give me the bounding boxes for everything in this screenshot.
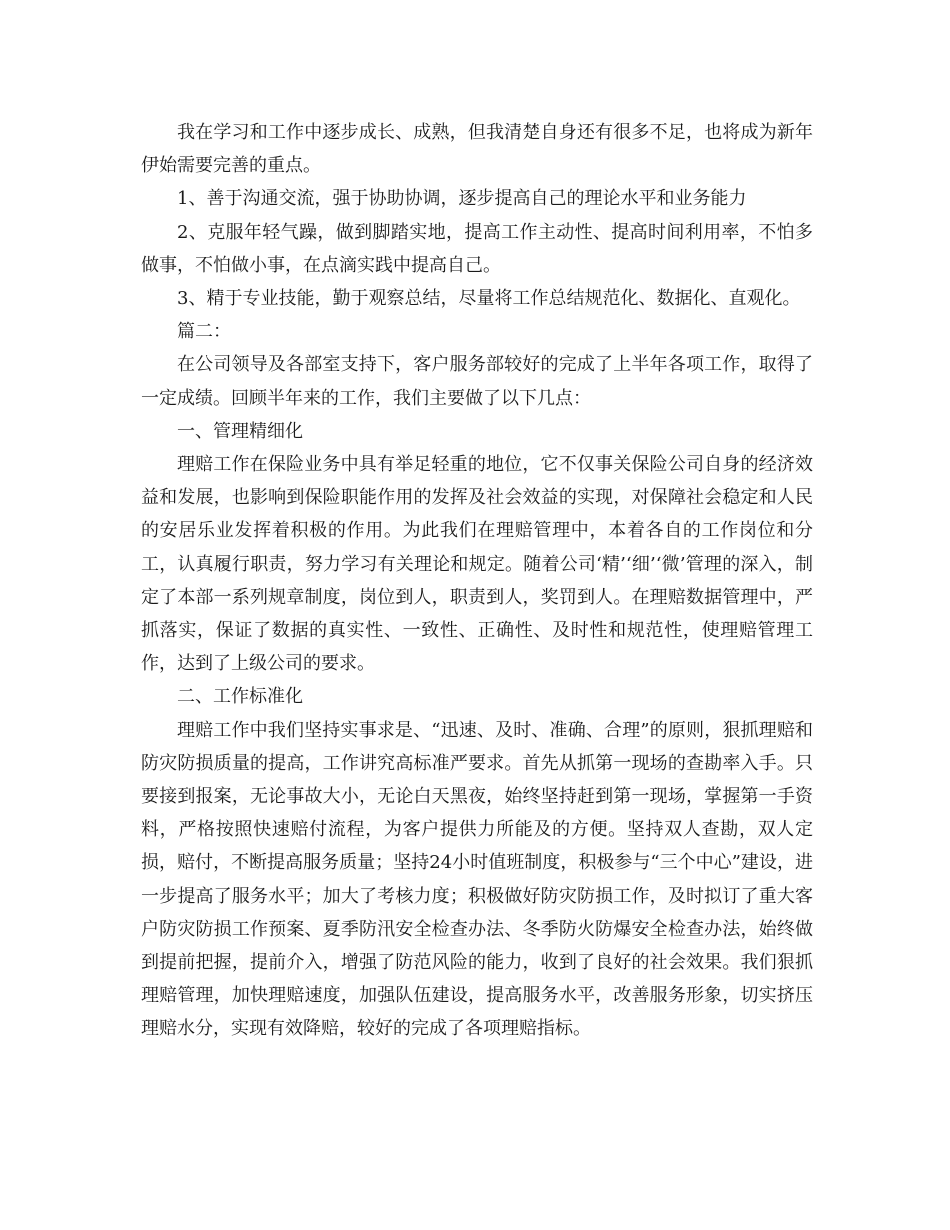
list-item-2: 2、克服年轻气躁，做到脚踏实地，提高工作主动性、提高时间利用率，不怕多做事，不怕做小事，在点滴实践中提高自己。	[141, 221, 813, 276]
paragraph-intro: 我在学习和工作中逐步成长、成熟，但我清楚自身还有很多不足，也将成为新年伊始需要完善的重点。	[141, 122, 813, 177]
section-heading-management: 一、管理精细化	[177, 420, 303, 442]
document-body	[141, 116, 813, 1046]
paragraph-standardization: 理赔工作中我们坚持实事求是、“迅速、及时、准确、合理”的原则，狠抓理赔和防灾防损质量的提高，工作讲究高标准严要求。首先从抓第一现场的查勘率入手。只要接到报案，无论事故大小，无论白天黑夜，始终坚持赶到第一现场，掌握第一手资料，严格按照快速赔付流程，为客户提供力所能及的方便。坚持双人查勘，双人定损，赔付，不断提高服务质量；坚持24小时值班制度，积极参与“三个中心”建设，进一步提高了服务水平；加大了考核力度；积极做好防灾防损工作，及时拟订了重大客户防灾防损工作预案、夏季防汛安全检查办法、冬季防火防爆安全检查办法，始终做到提前把握，提前介入，增强了防范风险的能力，收到了良好的社会效果。我们狠抓理赔管理，加快理赔速度，加强队伍建设，提高服务水平，改善服务形象，切实挤压理赔水分，实现有效降赔，较好的完成了各项理赔指标。	[141, 719, 813, 1040]
list-item-3: 3、精于专业技能，勤于观察总结，尽量将工作总结规范化、数据化、直观化。	[177, 288, 801, 310]
paragraph-overview: 在公司领导及各部室支持下，客户服务部较好的完成了上半年各项工作，取得了一定成绩。回顾半年来的工作，我们主要做了以下几点：	[141, 354, 813, 409]
section-heading-part-two: 篇二：	[177, 321, 231, 343]
paragraph-management: 理赔工作在保险业务中具有举足轻重的地位，它不仅事关保险公司自身的经济效益和发展，也影响到保险职能作用的发挥及社会效益的实现，对保障社会稳定和人民的安居乐业发挥着积极的作用。为此我们在理赔管理中，本着各自的工作岗位和分工，认真履行职责，努力学习有关理论和规定。随着公司‘精’‘细’‘微’管理的深入，制定了本部一系列规章制度，岗位到人，职责到人，奖罚到人。在理赔数据管理中，严抓落实，保证了数据的真实性、一致性、正确性、及时性和规范性，使理赔管理工作，达到了上级公司的要求。	[141, 454, 813, 675]
section-heading-standardization: 二、工作标准化	[177, 686, 303, 708]
list-item-1: 1、善于沟通交流，强于协助协调，逐步提高自己的理论水平和业务能力	[177, 188, 747, 210]
